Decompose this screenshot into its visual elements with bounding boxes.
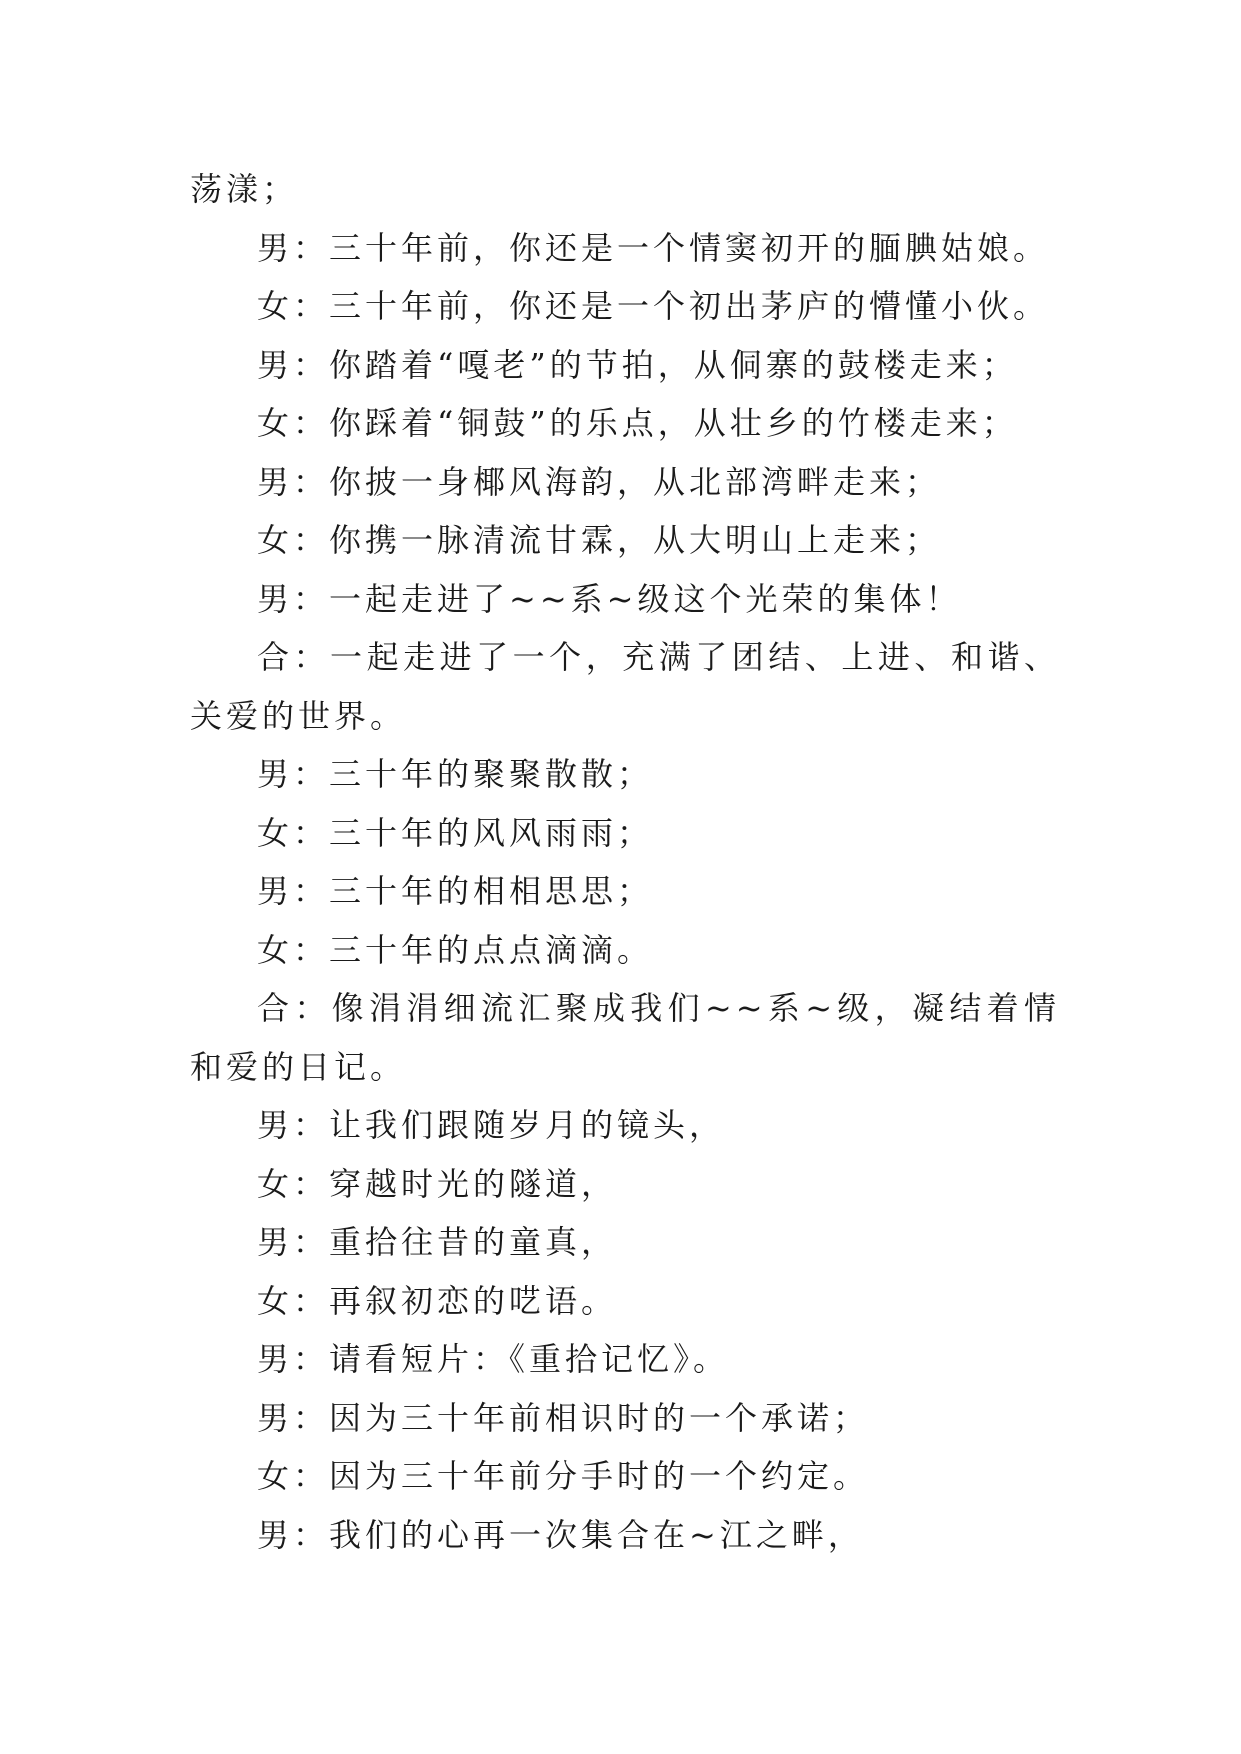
text-line: 荡漾；: [190, 170, 299, 208]
text-line: 男：因为三十年前相识时的一个承诺；: [257, 1398, 870, 1437]
text-line: 女：三十年的风风雨雨；: [257, 813, 654, 852]
text-line: 女：你踩着“铜鼓”的乐点，从壮乡的竹楼走来；: [257, 404, 1018, 442]
text-line: 女：三十年前，你还是一个初出茅庐的懵懂小伙。: [257, 287, 1050, 325]
text-paragraph: 合：一起走进了一个，充满了团结、上进、和谐、关爱的世界。: [190, 638, 1060, 735]
text-line: 女：因为三十年前分手时的一个约定。: [257, 1457, 870, 1495]
text-line: 女：你携一脉清流甘霖，从大明山上走来；: [257, 521, 942, 559]
script-text: [190, 160, 1060, 1564]
text-line: 男：你披一身椰风海韵，从北部湾畔走来；: [257, 462, 942, 501]
text-line: 女：再叙初恋的呓语。: [257, 1281, 618, 1320]
text-line: 男：三十年的相相思思；: [257, 872, 654, 910]
text-line: 男：我们的心再一次集合在~江之畔，: [257, 1515, 864, 1554]
text-line: 男：重拾往昔的童真，: [257, 1223, 618, 1261]
text-line: 男：你踏着“嘎老”的节拍，从侗寨的鼓楼走来；: [257, 345, 1018, 384]
text-line: 男：三十年前，你还是一个情窦初开的腼腆姑娘。: [257, 228, 1050, 267]
text-line: 男：让我们跟随岁月的镜头，: [257, 1106, 726, 1144]
text-line: 男：请看短片：《重拾记忆》。: [257, 1340, 730, 1378]
text-line: 男：三十年的聚聚散散；: [257, 755, 654, 793]
text-line: 女：穿越时光的隧道，: [257, 1164, 618, 1203]
text-paragraph: 合：像涓涓细流汇聚成我们~~系~级，凝结着情和爱的日记。: [190, 989, 1060, 1086]
text-line: 女：三十年的点点滴滴。: [257, 930, 654, 969]
text-line: 男：一起走进了~~系~级这个光荣的集体！: [257, 579, 962, 618]
